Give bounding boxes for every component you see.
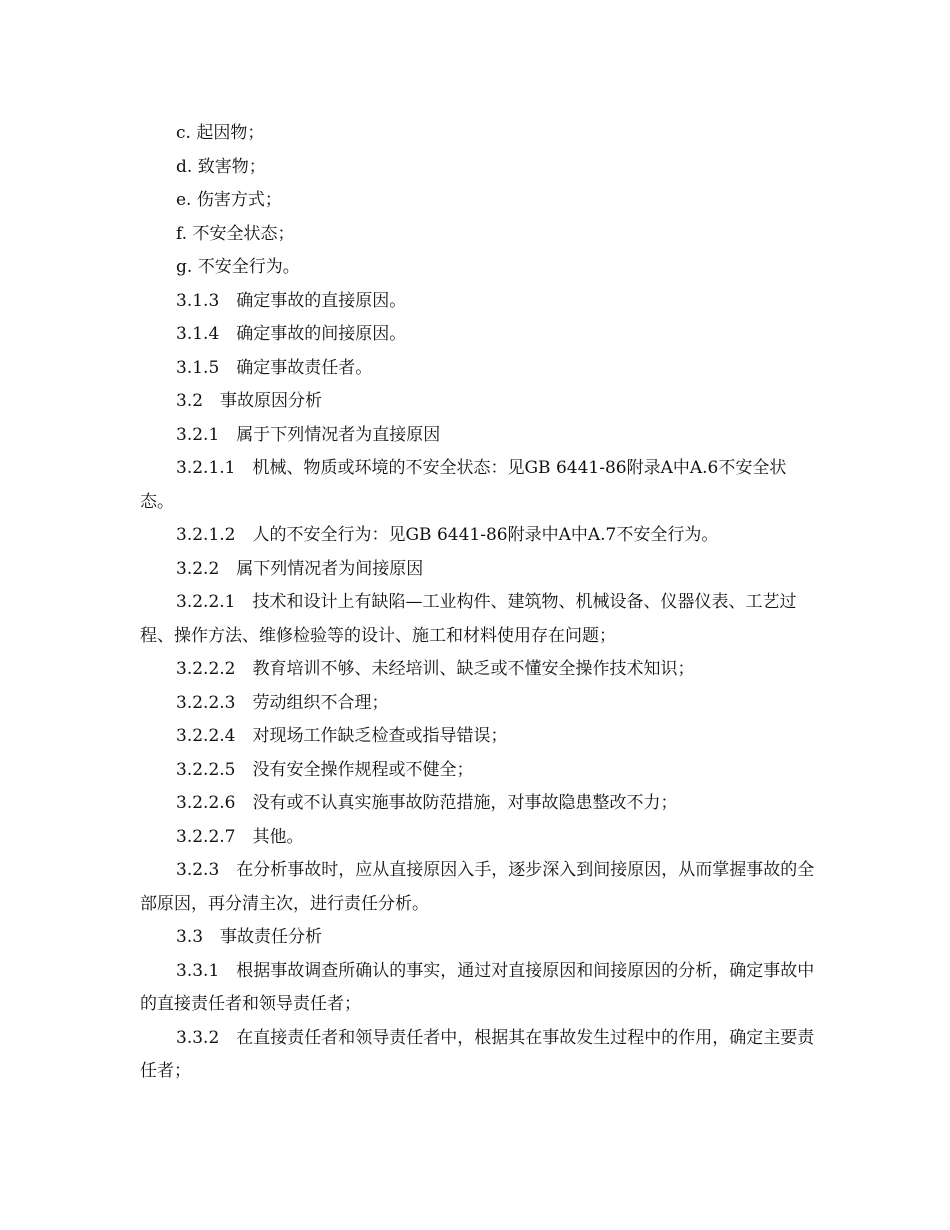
clause-3-2-2-1: 3.2.2.1 技术和设计上有缺陷—工业构件、建筑物、机械设备、仪器仪表、工艺过程、操作方法、维修检验等的设计、施工和材料使用存在问题； [140, 592, 797, 646]
clause-3-2-2-4: 3.2.2.4 对现场工作缺乏检查或指导错误； [176, 726, 508, 746]
document-body [140, 117, 815, 1089]
section-heading-3-2: 3.2 事故原因分析 [176, 391, 323, 411]
clause-3-2-2-7: 3.2.2.7 其他。 [176, 826, 304, 847]
clause-3-1-4: 3.1.4 确定事故的间接原因。 [176, 324, 407, 344]
clause-3-3-1: 3.3.1 根据事故调查所确认的事实，通过对直接原因和间接原因的分析，确定事故中的直接责任者和领导责任者； [140, 960, 815, 1014]
clause-3-2-2-3: 3.2.2.3 劳动组织不合理； [176, 692, 389, 713]
clause-3-2-2-6: 3.2.2.6 没有或不认真实施事故防范措施，对事故隐患整改不力； [176, 793, 678, 813]
list-item-f: f. 不安全状态； [176, 223, 295, 244]
clause-3-2-3: 3.2.3 在分析事故时，应从直接原因入手，逐步深入到间接原因，从而掌握事故的全部原因，再分清主次，进行责任分析。 [140, 860, 815, 914]
clause-3-2-1-2: 3.2.1.2 人的不安全行为：见GB 6441-86附录中A中A.7不安全行为。 [176, 525, 719, 545]
clause-3-3-2: 3.3.2 在直接责任者和领导责任者中，根据其在事故发生过程中的作用，确定主要责任者； [140, 1027, 815, 1081]
clause-3-2-1-1: 3.2.1.1 机械、物质或环境的不安全状态：见GB 6441-86附录A中A.6不安全状态。 [140, 458, 787, 512]
clause-3-2-2-2: 3.2.2.2 教育培训不够、未经培训、缺乏或不懂安全操作技术知识； [176, 659, 695, 679]
list-item-e: e. 伤害方式； [176, 190, 282, 210]
list-item-g: g. 不安全行为。 [176, 257, 300, 277]
clause-3-1-5: 3.1.5 确定事故责任者。 [176, 357, 373, 378]
clause-3-2-2-5: 3.2.2.5 没有安全操作规程或不健全； [176, 759, 474, 780]
clause-3-2-2: 3.2.2 属下列情况者为间接原因 [176, 558, 424, 579]
list-item-d: d. 致害物； [176, 156, 266, 177]
clause-3-1-3: 3.1.3 确定事故的直接原因。 [176, 290, 407, 311]
section-heading-3-3: 3.3 事故责任分析 [176, 927, 323, 947]
clause-3-2-1: 3.2.1 属于下列情况者为直接原因 [176, 424, 441, 445]
list-item-c: c. 起因物； [176, 123, 265, 143]
